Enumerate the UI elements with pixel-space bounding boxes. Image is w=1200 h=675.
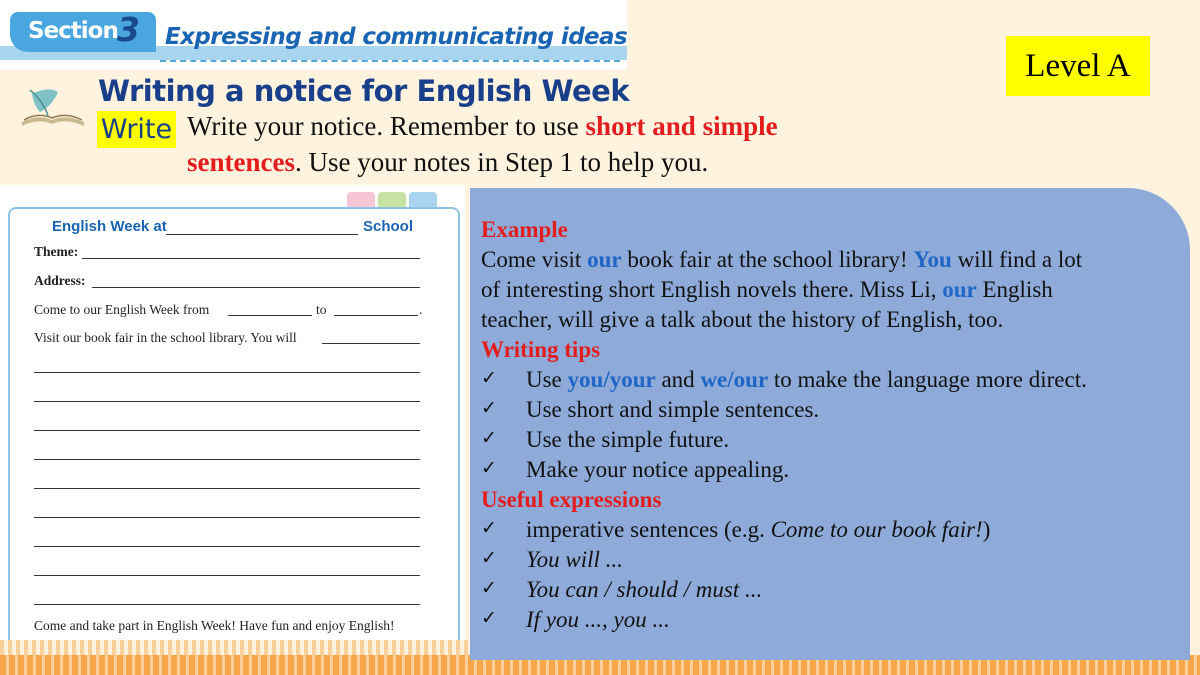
writing-line[interactable] xyxy=(34,372,420,373)
worksheet-heading-school: School xyxy=(363,218,414,235)
theme-label: Theme: xyxy=(34,244,79,259)
writing-tips-heading: Writing tips xyxy=(481,337,601,362)
footer-dots xyxy=(0,640,470,655)
instruction-text: Write your notice. Remember to use short and simple sentences. Use your notes in Step 1 to help you. xyxy=(187,111,778,177)
period-text: . xyxy=(419,302,423,317)
to-text: to xyxy=(316,302,327,317)
address-blank[interactable] xyxy=(92,287,420,288)
school-name-blank[interactable] xyxy=(166,234,358,235)
expression-item: imperative sentences (e.g. Come to our book fair!) xyxy=(526,517,991,542)
check-icon: ✓ xyxy=(481,427,497,449)
section-word: Section xyxy=(28,18,118,44)
expression-item: You can / should / must ... xyxy=(526,577,763,602)
end-date-blank[interactable] xyxy=(334,315,418,316)
writing-line[interactable] xyxy=(34,604,420,605)
check-icon: ✓ xyxy=(481,547,497,569)
tip-item: Make your notice appealing. xyxy=(526,457,790,482)
book-quill-icon xyxy=(18,82,88,128)
level-badge: Level A xyxy=(1006,36,1150,96)
section-title: Expressing and communicating ideas xyxy=(165,24,628,50)
writing-line[interactable] xyxy=(34,430,420,431)
check-icon: ✓ xyxy=(481,517,497,539)
page-title: Writing a notice for English Week xyxy=(98,74,630,108)
writing-line[interactable] xyxy=(34,488,420,489)
section-number: 3 xyxy=(117,10,140,49)
tip-item: Use you/your and we/our to make the language more direct. xyxy=(526,367,1087,392)
tip-item: Use the simple future. xyxy=(526,427,730,452)
write-tag: Write xyxy=(97,111,176,148)
worksheet-tab-blue xyxy=(409,192,437,208)
address-label: Address: xyxy=(34,273,86,288)
theme-blank[interactable] xyxy=(82,258,420,259)
come-from-text: Come to our English Week from xyxy=(34,302,210,317)
example-heading: Example xyxy=(481,217,568,242)
tip-item: Use short and simple sentences. xyxy=(526,397,820,422)
example-line-2: of interesting short English novels there. Miss Li, our English xyxy=(481,277,1053,302)
check-icon: ✓ xyxy=(481,577,497,599)
worksheet-tab-pink xyxy=(347,192,375,208)
banner-divider xyxy=(160,60,620,62)
visit-blank[interactable] xyxy=(322,343,420,344)
start-date-blank[interactable] xyxy=(228,315,312,316)
worksheet-heading: English Week at xyxy=(52,218,167,235)
check-icon: ✓ xyxy=(481,397,497,419)
example-line-3: teacher, will give a talk about the history of English, too. xyxy=(481,307,1004,332)
writing-line[interactable] xyxy=(34,517,420,518)
expression-item: If you ..., you ... xyxy=(526,607,670,632)
closing-text: Come and take part in English Week! Have fun and enjoy English! xyxy=(34,618,395,633)
expression-item: You will ... xyxy=(526,547,623,572)
worksheet-tab-green xyxy=(378,192,406,208)
writing-line[interactable] xyxy=(34,459,420,460)
useful-expressions-heading: Useful expressions xyxy=(481,487,662,512)
writing-line[interactable] xyxy=(34,575,420,576)
visit-text: Visit our book fair in the school library. You will xyxy=(34,330,297,345)
check-icon: ✓ xyxy=(481,607,497,629)
writing-line[interactable] xyxy=(34,401,420,402)
example-line-1: Come visit our book fair at the school library! You will find a lot xyxy=(481,247,1083,272)
check-icon: ✓ xyxy=(481,367,497,389)
check-icon: ✓ xyxy=(481,457,497,479)
writing-line[interactable] xyxy=(34,546,420,547)
